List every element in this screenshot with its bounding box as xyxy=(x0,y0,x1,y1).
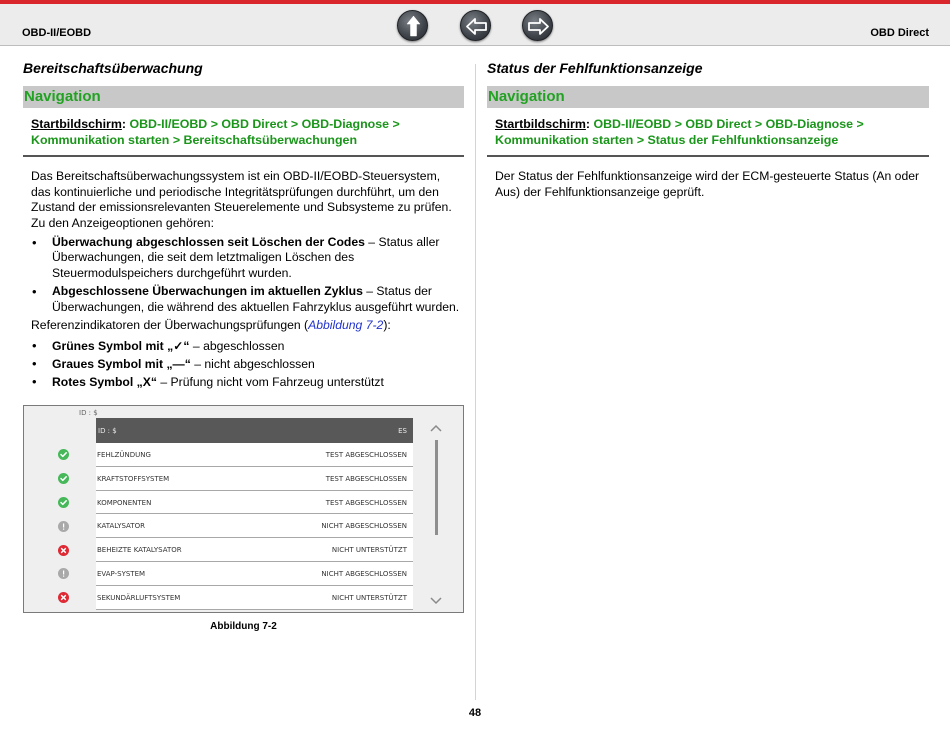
screenshot-top-id: ID : $ xyxy=(79,409,98,417)
monitor-name: BEHEIZTE KATALYSATOR xyxy=(97,546,182,555)
table-row[interactable] xyxy=(96,443,413,467)
left-intro-paragraph: Das Bereitschaftsüberwachungssystem ist ein OBD-II/EOBD-Steuersystem, das kontinuierliche und periodische Integritätsprüfungen durchführt, um den Zustand der emissionsrelevanten Steuerelemente und Subsysteme zu prüfen. Zu den Anzeigeoptionen gehören: xyxy=(31,169,452,230)
header-section-title: OBD-II/EOBD xyxy=(22,27,92,39)
monitor-status: NICHT UNTERSTÜTZT xyxy=(331,546,407,555)
scroll-up-icon[interactable] xyxy=(429,423,443,433)
home-button[interactable] xyxy=(397,10,428,41)
forward-button[interactable] xyxy=(522,10,553,41)
right-arrow-icon xyxy=(523,11,554,42)
left-nav-path-line2[interactable]: Kommunikation starten > Bereitschaftsüberwachungen xyxy=(31,133,358,147)
table-row[interactable] xyxy=(96,586,413,610)
monitor-name: EVAP-SYSTEM xyxy=(97,569,146,578)
scroll-down-icon[interactable] xyxy=(429,596,443,606)
option-title: Überwachung abgeschlossen seit Löschen der Codes xyxy=(52,235,365,249)
scrollbar-thumb[interactable] xyxy=(435,440,438,535)
reference-text: Referenzindikatoren der Überwachungsprüfungen ( xyxy=(31,318,309,332)
left-nav-path-line1[interactable]: OBD-II/EOBD > OBD Direct > OBD-Diagnose > xyxy=(129,117,400,131)
complete-check-icon xyxy=(58,497,69,508)
monitor-name: KRAFTSTOFFSYSTEM xyxy=(97,474,170,483)
reference-paragraph xyxy=(31,318,461,334)
left-navigation-heading: Navigation xyxy=(23,86,464,108)
symbol-title: Rotes Symbol „X“ xyxy=(52,375,157,389)
page-header xyxy=(0,4,950,46)
monitor-table-header xyxy=(96,418,413,443)
left-nav-home-label[interactable]: Startbildschirm xyxy=(31,117,122,131)
back-button[interactable] xyxy=(460,10,491,41)
right-body-paragraph: Der Status der Fehlfunktionsanzeige wird der ECM-gesteuerte Status (An oder Aus) der Fehlfunktionsanzeige geprüft. xyxy=(495,169,920,199)
symbol-text: – Prüfung nicht vom Fahrzeug unterstützt xyxy=(156,375,384,389)
complete-check-icon xyxy=(58,473,69,484)
column-header-id: ID : $ xyxy=(98,427,117,435)
list-item xyxy=(31,337,461,355)
table-row[interactable] xyxy=(96,467,413,491)
reference-suffix: ): xyxy=(383,318,391,332)
left-arrow-icon xyxy=(461,11,492,42)
readiness-monitor-screenshot xyxy=(23,405,464,613)
incomplete-icon xyxy=(58,568,69,579)
option-title: Abgeschlossene Überwachungen im aktuellen Zyklus xyxy=(52,284,363,299)
display-options-list xyxy=(31,235,461,315)
monitor-name: SEKUNDÄRLUFTSYSTEM xyxy=(97,593,181,602)
unsupported-x-icon xyxy=(58,592,69,603)
figure-reference-link[interactable]: Abbildung 7-2 xyxy=(308,318,384,332)
monitor-status: TEST ABGESCHLOSSEN xyxy=(325,474,407,483)
list-item xyxy=(31,373,461,391)
right-nav-divider xyxy=(487,155,929,157)
monitor-table xyxy=(96,418,413,610)
monitor-status: NICHT UNTERSTÜTZT xyxy=(331,593,407,602)
table-row[interactable] xyxy=(96,538,413,562)
page-number: 48 xyxy=(468,707,482,719)
left-navigation-path: Startbildschirm: OBD-II/EOBD > OBD Direct > OBD-Diagnose > Kommunikation starten > Bereitschaftsüberwachungen xyxy=(31,117,400,147)
complete-check-icon xyxy=(58,449,69,460)
table-row[interactable] xyxy=(96,514,413,538)
monitor-status: TEST ABGESCHLOSSEN xyxy=(325,498,407,507)
table-row[interactable] xyxy=(96,491,413,515)
monitor-status: NICHT ABGESCHLOSSEN xyxy=(321,522,407,531)
right-section-title: Status der Fehlfunktionsanzeige xyxy=(487,60,703,76)
monitor-table-body xyxy=(96,443,413,610)
monitor-name: KATALYSATOR xyxy=(97,522,145,531)
list-item xyxy=(31,284,461,315)
up-arrow-icon xyxy=(398,11,429,42)
header-mode-title: OBD Direct xyxy=(870,27,929,39)
right-nav-path-line2[interactable]: Kommunikation starten > Status der Fehlfunktionsanzeige xyxy=(495,133,839,147)
column-header-es: ES xyxy=(398,427,407,435)
right-navigation-path: Startbildschirm: OBD-II/EOBD > OBD Direct > OBD-Diagnose > Kommunikation starten > Status der Fehlfunktionsanzeige xyxy=(495,117,864,147)
right-nav-path-line1[interactable]: OBD-II/EOBD > OBD Direct > OBD-Diagnose > xyxy=(593,117,864,131)
option-text: – Status aller Überwachungen, die seit dem letztmaligen Löschen des Steuermodulspeichers durchgeführt wurden. xyxy=(52,235,440,280)
right-nav-home-label[interactable]: Startbildschirm xyxy=(495,117,586,131)
right-navigation-heading: Navigation xyxy=(487,86,929,108)
left-nav-divider xyxy=(23,155,464,157)
symbol-text: – abgeschlossen xyxy=(189,339,285,353)
list-item xyxy=(31,355,461,373)
figure-caption: Abbildung 7-2 xyxy=(210,621,277,632)
monitor-status: TEST ABGESCHLOSSEN xyxy=(325,451,407,459)
incomplete-icon xyxy=(58,521,69,532)
symbol-title: Grünes Symbol mit „✓“ xyxy=(52,339,190,353)
table-row[interactable] xyxy=(96,562,413,586)
symbol-legend-list xyxy=(31,337,461,391)
option-text: – Status der Überwachungen, die während des aktuellen Fahrzyklus ausgeführt wurden. xyxy=(52,284,460,314)
monitor-name: FEHLZÜNDUNG xyxy=(97,451,151,459)
monitor-name: KOMPONENTEN xyxy=(97,498,152,507)
unsupported-x-icon xyxy=(58,545,69,556)
list-item xyxy=(31,235,461,281)
monitor-status: NICHT ABGESCHLOSSEN xyxy=(321,569,407,578)
column-divider xyxy=(475,64,476,700)
symbol-title: Graues Symbol mit „—“ xyxy=(52,357,191,371)
symbol-text: – nicht abgeschlossen xyxy=(190,357,315,371)
left-section-title: Bereitschaftsüberwachung xyxy=(23,60,203,76)
